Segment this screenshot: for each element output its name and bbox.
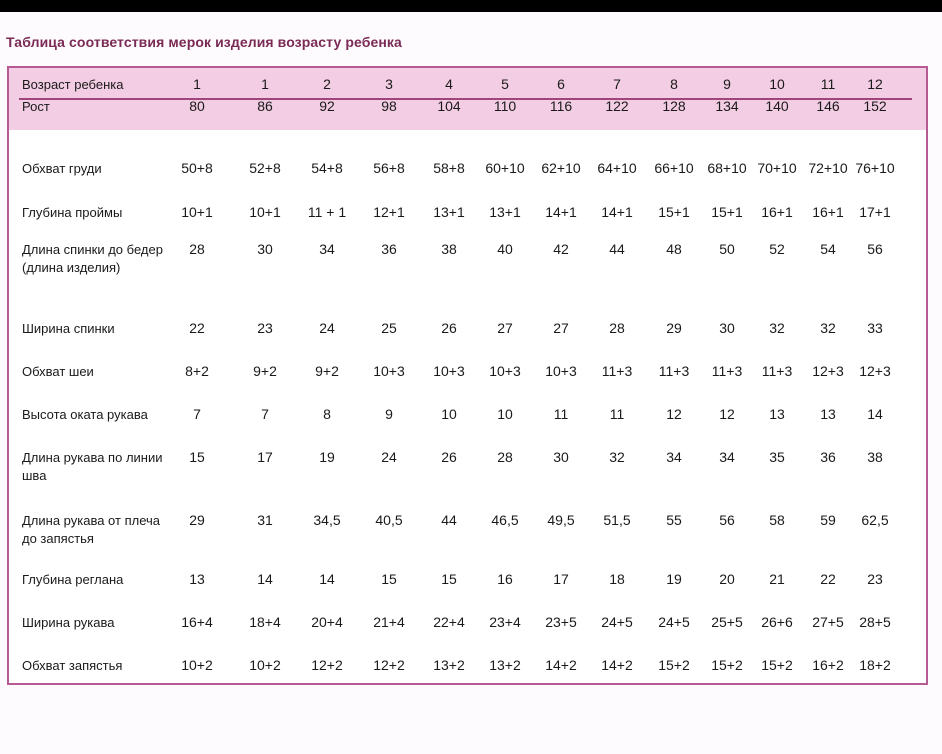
- value-cell: 18: [609, 571, 625, 587]
- age-header-label: Возраст ребенка: [22, 77, 124, 92]
- height-cell: 146: [816, 98, 840, 114]
- height-cell: 116: [549, 98, 573, 114]
- value-cell: 56: [719, 512, 735, 528]
- value-cell: 62,5: [861, 512, 889, 528]
- value-cell: 8+2: [185, 363, 209, 379]
- row-label: Длина рукава от плеча до запястья: [22, 513, 160, 546]
- age-cell: 2: [323, 76, 331, 92]
- value-cell: 7: [193, 406, 201, 422]
- value-cell: 12+3: [812, 363, 844, 379]
- height-header-label: Рост: [22, 99, 50, 114]
- value-cell: 15+2: [761, 657, 793, 673]
- value-cell: 29: [666, 320, 682, 336]
- value-cell: 14+2: [545, 657, 577, 673]
- row-label: Длина рукава по линии шва: [22, 450, 163, 483]
- value-cell: 34: [319, 241, 335, 257]
- height-cell: 80: [189, 98, 205, 114]
- age-cell: 10: [769, 76, 785, 92]
- value-cell: 13: [820, 406, 836, 422]
- value-cell: 21+4: [373, 614, 405, 630]
- value-cell: 16+1: [761, 204, 793, 220]
- value-cell: 23: [257, 320, 273, 336]
- value-cell: 40: [497, 241, 513, 257]
- value-cell: 28: [189, 241, 205, 257]
- value-cell: 20+4: [311, 614, 343, 630]
- value-cell: 58+8: [433, 160, 465, 176]
- value-cell: 7: [261, 406, 269, 422]
- value-cell: 15: [441, 571, 457, 587]
- age-cell: 6: [557, 76, 565, 92]
- value-cell: 12+2: [311, 657, 343, 673]
- value-cell: 44: [441, 512, 457, 528]
- value-cell: 10+3: [373, 363, 405, 379]
- value-cell: 48: [666, 241, 682, 257]
- height-cell: 92: [319, 98, 335, 114]
- value-cell: 33: [867, 320, 883, 336]
- value-cell: 59: [820, 512, 836, 528]
- value-cell: 36: [820, 449, 836, 465]
- value-cell: 72+10: [808, 160, 848, 176]
- value-cell: 27: [553, 320, 569, 336]
- height-cell: 98: [381, 98, 397, 114]
- value-cell: 10+1: [181, 204, 213, 220]
- value-cell: 56: [867, 241, 883, 257]
- value-cell: 49,5: [547, 512, 575, 528]
- value-cell: 27: [497, 320, 513, 336]
- value-cell: 15: [381, 571, 397, 587]
- value-cell: 40,5: [375, 512, 403, 528]
- value-cell: 20: [719, 571, 735, 587]
- value-cell: 35: [769, 449, 785, 465]
- value-cell: 14: [319, 571, 335, 587]
- value-cell: 60+10: [485, 160, 525, 176]
- value-cell: 38: [867, 449, 883, 465]
- value-cell: 34,5: [313, 512, 341, 528]
- value-cell: 42: [553, 241, 569, 257]
- value-cell: 17: [553, 571, 569, 587]
- age-cell: 11: [820, 76, 836, 92]
- height-cell: 122: [605, 98, 629, 114]
- value-cell: 14+1: [601, 204, 633, 220]
- age-cell: 3: [385, 76, 393, 92]
- value-cell: 19: [319, 449, 335, 465]
- value-cell: 12+1: [373, 204, 405, 220]
- value-cell: 12+2: [373, 657, 405, 673]
- row-label: Ширина рукава: [22, 615, 115, 630]
- value-cell: 52: [769, 241, 785, 257]
- value-cell: 11+3: [711, 363, 743, 379]
- value-cell: 25: [381, 320, 397, 336]
- value-cell: 28+5: [859, 614, 891, 630]
- height-cell: 110: [493, 98, 517, 114]
- value-cell: 50: [719, 241, 735, 257]
- value-cell: 16+1: [812, 204, 844, 220]
- value-cell: 54+8: [311, 160, 343, 176]
- value-cell: 70+10: [757, 160, 797, 176]
- value-cell: 14: [867, 406, 883, 422]
- value-cell: 56+8: [373, 160, 405, 176]
- height-cell: 152: [863, 98, 887, 114]
- value-cell: 24+5: [658, 614, 690, 630]
- value-cell: 12+3: [859, 363, 891, 379]
- age-cell: 1: [261, 76, 269, 92]
- row-label: Обхват шеи: [22, 364, 94, 379]
- value-cell: 26: [441, 449, 457, 465]
- value-cell: 52+8: [249, 160, 281, 176]
- value-cell: 24: [319, 320, 335, 336]
- value-cell: 15: [189, 449, 205, 465]
- value-cell: 24: [381, 449, 397, 465]
- value-cell: 11+3: [761, 363, 793, 379]
- value-cell: 15+2: [711, 657, 743, 673]
- table-title: Таблица соответствия мерок изделия возрасту ребенка: [6, 34, 402, 50]
- value-cell: 12: [719, 406, 735, 422]
- value-cell: 10+3: [545, 363, 577, 379]
- value-cell: 11 + 1: [307, 204, 347, 220]
- value-cell: 28: [497, 449, 513, 465]
- value-cell: 58: [769, 512, 785, 528]
- value-cell: 46,5: [491, 512, 519, 528]
- value-cell: 16: [497, 571, 513, 587]
- age-cell: 9: [723, 76, 731, 92]
- value-cell: 13+2: [489, 657, 521, 673]
- value-cell: 15+1: [711, 204, 743, 220]
- value-cell: 76+10: [855, 160, 895, 176]
- value-cell: 10: [441, 406, 457, 422]
- value-cell: 21: [769, 571, 785, 587]
- value-cell: 25+5: [711, 614, 743, 630]
- value-cell: 13: [769, 406, 785, 422]
- age-cell: 5: [501, 76, 509, 92]
- age-cell: 7: [613, 76, 621, 92]
- value-cell: 10: [497, 406, 513, 422]
- value-cell: 22: [820, 571, 836, 587]
- value-cell: 34: [719, 449, 735, 465]
- value-cell: 15+1: [658, 204, 690, 220]
- height-cell: 86: [257, 98, 273, 114]
- value-cell: 23+4: [489, 614, 521, 630]
- value-cell: 13+1: [489, 204, 521, 220]
- value-cell: 14+2: [601, 657, 633, 673]
- value-cell: 31: [257, 512, 273, 528]
- height-cell: 134: [715, 98, 739, 114]
- value-cell: 26: [441, 320, 457, 336]
- value-cell: 10+3: [433, 363, 465, 379]
- value-cell: 55: [666, 512, 682, 528]
- value-cell: 9+2: [253, 363, 277, 379]
- value-cell: 24+5: [601, 614, 633, 630]
- value-cell: 9+2: [315, 363, 339, 379]
- height-cell: 140: [765, 98, 789, 114]
- value-cell: 18+2: [859, 657, 891, 673]
- age-cell: 8: [670, 76, 678, 92]
- value-cell: 68+10: [707, 160, 747, 176]
- row-label: Глубина реглана: [22, 572, 124, 587]
- value-cell: 14+1: [545, 204, 577, 220]
- value-cell: 16+4: [181, 614, 213, 630]
- value-cell: 44: [609, 241, 625, 257]
- value-cell: 34: [666, 449, 682, 465]
- value-cell: 16+2: [812, 657, 844, 673]
- value-cell: 27+5: [812, 614, 844, 630]
- value-cell: 11: [609, 406, 625, 422]
- value-cell: 32: [769, 320, 785, 336]
- value-cell: 10+1: [249, 204, 281, 220]
- value-cell: 11+3: [601, 363, 633, 379]
- value-cell: 22+4: [433, 614, 465, 630]
- row-label: Длина спинки до бедер (длина изделия): [22, 242, 163, 275]
- value-cell: 23+5: [545, 614, 577, 630]
- value-cell: 30: [553, 449, 569, 465]
- value-cell: 26+6: [761, 614, 793, 630]
- height-cell: 128: [662, 98, 686, 114]
- value-cell: 32: [820, 320, 836, 336]
- age-cell: 1: [193, 76, 201, 92]
- row-label: Обхват груди: [22, 161, 102, 176]
- age-cell: 4: [445, 76, 453, 92]
- value-cell: 23: [867, 571, 883, 587]
- value-cell: 32: [609, 449, 625, 465]
- value-cell: 64+10: [597, 160, 637, 176]
- value-cell: 13+1: [433, 204, 465, 220]
- value-cell: 66+10: [654, 160, 694, 176]
- value-cell: 10+3: [489, 363, 521, 379]
- value-cell: 18+4: [249, 614, 281, 630]
- value-cell: 9: [385, 406, 393, 422]
- row-label: Высота оката рукава: [22, 407, 148, 422]
- measurement-table: [7, 66, 928, 685]
- value-cell: 54: [820, 241, 836, 257]
- value-cell: 51,5: [603, 512, 631, 528]
- value-cell: 22: [189, 320, 205, 336]
- value-cell: 12: [666, 406, 682, 422]
- row-label: Обхват запястья: [22, 658, 123, 673]
- value-cell: 14: [257, 571, 273, 587]
- value-cell: 10+2: [181, 657, 213, 673]
- value-cell: 13+2: [433, 657, 465, 673]
- value-cell: 28: [609, 320, 625, 336]
- value-cell: 11+3: [658, 363, 690, 379]
- value-cell: 38: [441, 241, 457, 257]
- value-cell: 30: [257, 241, 273, 257]
- height-cell: 104: [437, 98, 461, 114]
- value-cell: 30: [719, 320, 735, 336]
- value-cell: 29: [189, 512, 205, 528]
- value-cell: 62+10: [541, 160, 581, 176]
- value-cell: 17+1: [859, 204, 891, 220]
- value-cell: 50+8: [181, 160, 213, 176]
- value-cell: 13: [189, 571, 205, 587]
- value-cell: 19: [666, 571, 682, 587]
- value-cell: 17: [257, 449, 273, 465]
- row-label: Глубина проймы: [22, 205, 123, 220]
- value-cell: 11: [553, 406, 569, 422]
- row-label: Ширина спинки: [22, 321, 115, 336]
- age-cell: 12: [867, 76, 883, 92]
- value-cell: 15+2: [658, 657, 690, 673]
- value-cell: 10+2: [249, 657, 281, 673]
- document-page: [0, 12, 942, 754]
- value-cell: 36: [381, 241, 397, 257]
- value-cell: 8: [323, 406, 331, 422]
